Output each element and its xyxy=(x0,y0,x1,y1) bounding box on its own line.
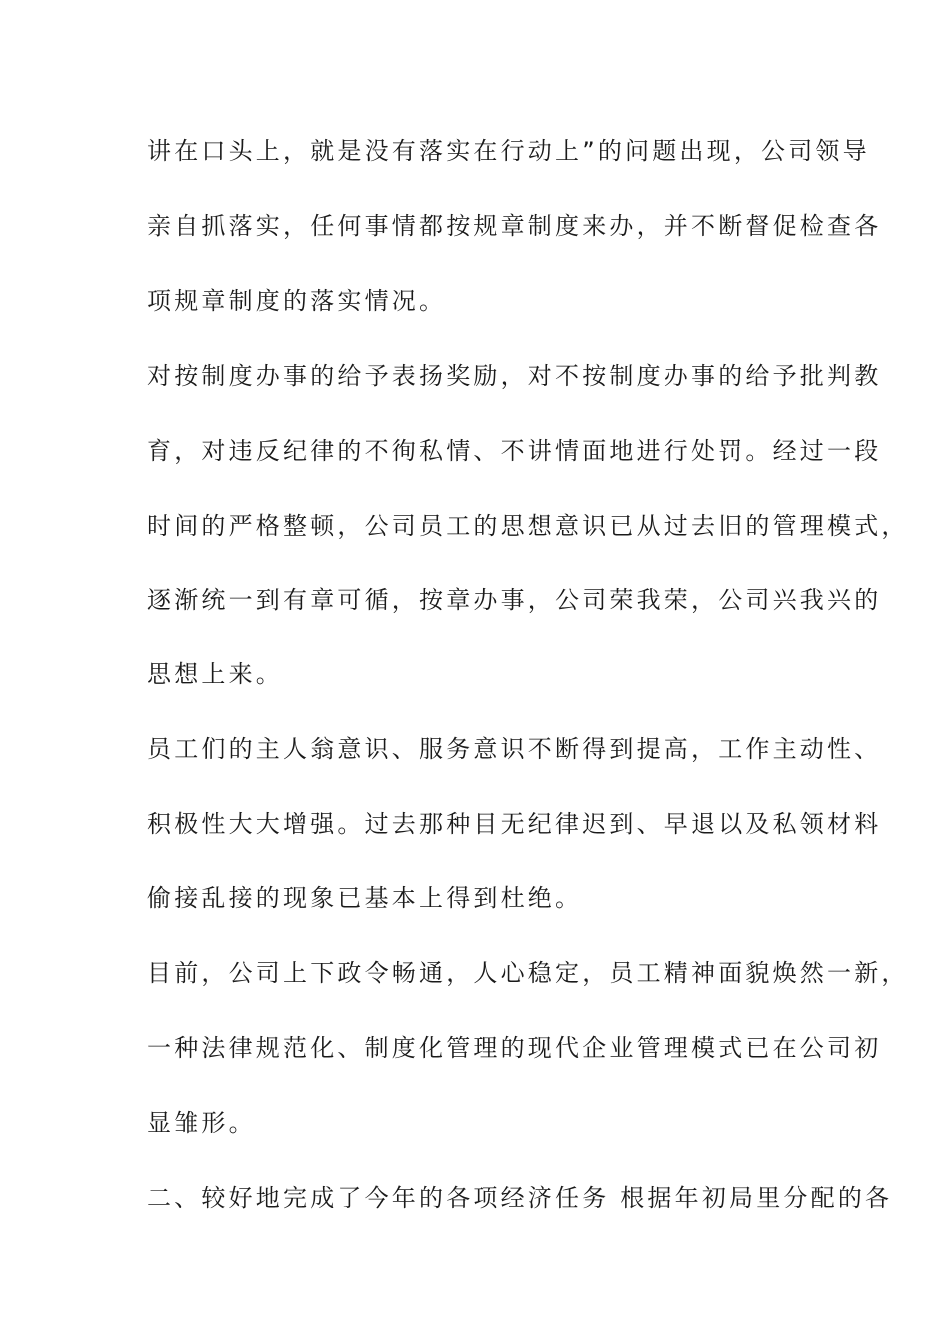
text-line: 目前，公司上下政令畅通，人心稳定，员工精神面貌焕然一新， xyxy=(147,959,909,987)
text-line: 逐渐统一到有章可循，按章办事，公司荣我荣，公司兴我兴的 xyxy=(147,586,882,614)
text-line: 育，对违反纪律的不徇私情、不讲情面地进行处罚。经过一段 xyxy=(147,437,882,465)
text-line: 项规章制度的落实情况。 xyxy=(147,287,447,315)
text-line: 时间的严格整顿，公司员工的思想意识已从过去旧的管理模式， xyxy=(147,512,909,540)
text-line: 亲自抓落实，任何事情都按规章制度来办，并不断督促检查各 xyxy=(147,212,882,240)
text-line: 显雏形。 xyxy=(147,1109,256,1137)
text-line: 对按制度办事的给予表扬奖励，对不按制度办事的给予批判教 xyxy=(147,362,882,390)
text-line: 思想上来。 xyxy=(147,660,283,688)
text-line: 讲在口头上，就是没有落实在行动上”的问题出现，公司领导 xyxy=(147,137,870,165)
text-line: 偷接乱接的现象已基本上得到杜绝。 xyxy=(147,884,583,912)
text-line: 员工们的主人翁意识、服务意识不断得到提高，工作主动性、 xyxy=(147,735,882,763)
text-line: 积极性大大增强。过去那种目无纪律迟到、早退以及私领材料 xyxy=(147,810,882,838)
text-line: 一种法律规范化、制度化管理的现代企业管理模式已在公司初 xyxy=(147,1034,882,1062)
text-line: 二、较好地完成了今年的各项经济任务 根据年初局里分配的各 xyxy=(147,1184,893,1212)
